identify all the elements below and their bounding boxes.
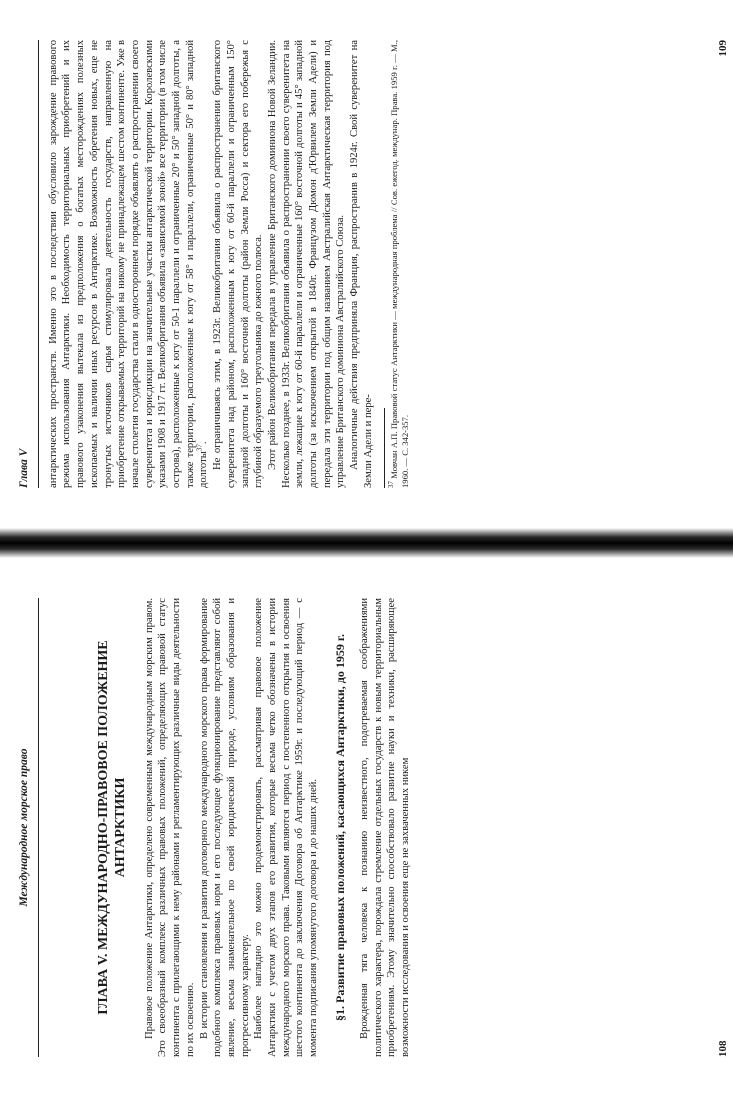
body-paragraph: Наиболее наглядно это можно продемонстрировать, рассматривая правовое положение Антарктики с учетом двух этапов его развития, которые весьма четко обозначены в истории международного морского права. Таковыми являются период с постепенного открытия и освоения шестого континента до заключения Договора об Антарктике 1959г. и последующий период — с момента подписания упомянутого договора и до наших дней. — [253, 598, 320, 1057]
page-number: 108 — [717, 1040, 730, 1057]
body-paragraph: Этот район Великобритания передала в управление Британского доминиона Новой Зеландии. Несколько позднее, в 1933г. Великобритания объявила о распространении своего суверенитета на земли, лежащие к югу от 60-й параллели и ограниченные 160° восточной долготы и 45° западной долготы (за исключением открытой в 1840г. Французом Дюмон д'Юрвилем Земли Адели) и передала эти территории под общим названием Австралийская Антарктическая территория под управление Британского доминиона Австралийского Союза. — [266, 40, 347, 488]
body-paragraph: антарктических пространств. Именно это в последствии обусловило зарождение правового режима использования Антарктики. Необходимость территориальных приобретений и их правового узаконения вытекала из предположения о богатых месторождениях полезных ископаемых и наличии иных ресурсов в Антарктике. Возможность обретения новых, еще не тронутых источников сырья стимулировала деятельность государств, направленную на приобретение открываемых территорий на никому не принадлежащем шестом континенте. Уже в начале столетия государства стали в одностороннем порядке объявлять о распространении своего суверенитета и юрисдикции на значительные участки антарктической территории. Королевскими указами 1908 и 1917 гг. Великобритания объявила «зависимой зоной» все территории (в том числе острова), расположенные к югу от 50-1 параллели и ограниченные 20° и 50° западной долготы, а также территории, расположенные к югу от 58° и параллели, ограниченные 50° и 80° западной долготы$^{37}$. — [47, 40, 210, 488]
running-head: Международное морское право — [18, 598, 39, 1057]
body-paragraph: В истории становления и развития договорного международного морского права формирование подобного комплекса правовых норм и его последующее функционирование представляют собой явление, весьма знаменательное по своей юридической природе, условиям образования и прогрессивному характеру. — [198, 598, 251, 1057]
section-title: §1. Развитие правовых положений, касающихся Антарктики, до 1959 г. — [332, 634, 347, 1021]
body-paragraph: Врожденная тяга человека к познанию неизвестного, подогреваемая соображениями политического характера, порождала стремление отдельных государств к новым территориальным приобретениям. Этому значительно способствовало развитие науки и техники, расширяющее возможности исследования и освоения еще не захваченных никем — [358, 598, 411, 1057]
book-binding-gutter — [0, 528, 733, 558]
chapter-title: ГЛАВА V. МЕЖДУНАРОДНО-ПРАВОВОЕ ПОЛОЖЕНИЕ АНТАРКТИКИ — [95, 640, 128, 1015]
footnote-divider — [384, 408, 385, 488]
running-head: Глава V — [18, 40, 39, 488]
body-paragraph: Аналогичные действия предприняла Франция, распространив в 1924г. Свой суверенитет на Земли Адели и пере- — [349, 40, 374, 488]
right-page — [0, 0, 733, 528]
page-number: 109 — [717, 40, 730, 57]
left-page-frame — [0, 558, 733, 1097]
right-page-frame — [0, 0, 733, 528]
footnote: $^{37}$ Мовчан А.П. Правовой статус Антарктики — международная проблема // Сов. ежегод. междунар. Права. 1959 г. — М., 1960. — С. 342-357. — [386, 40, 410, 488]
left-page — [0, 558, 733, 1097]
body-paragraph: Правовое положение Антарктики, определено современным международным морским правом. Это своеобразный комплекс различных правовых положений, определяющих правовой статус континента с прилегающими к нему районами и регламентирующих различные виды деятельности по их освоению. — [143, 598, 196, 1057]
body-paragraph: Не ограничиваясь этим, в 1923г. Великобритания объявила о распространении британского суверенитета над районом, расположенным к югу от 60-й параллели и ограниченным 150° западной долготы и 160° восточной долготы (район Земли Росса) и сектора его побережья с глубиной образуемого треугольника до южного полюса. — [212, 40, 265, 488]
footnote-reference: 37 — [195, 444, 204, 452]
